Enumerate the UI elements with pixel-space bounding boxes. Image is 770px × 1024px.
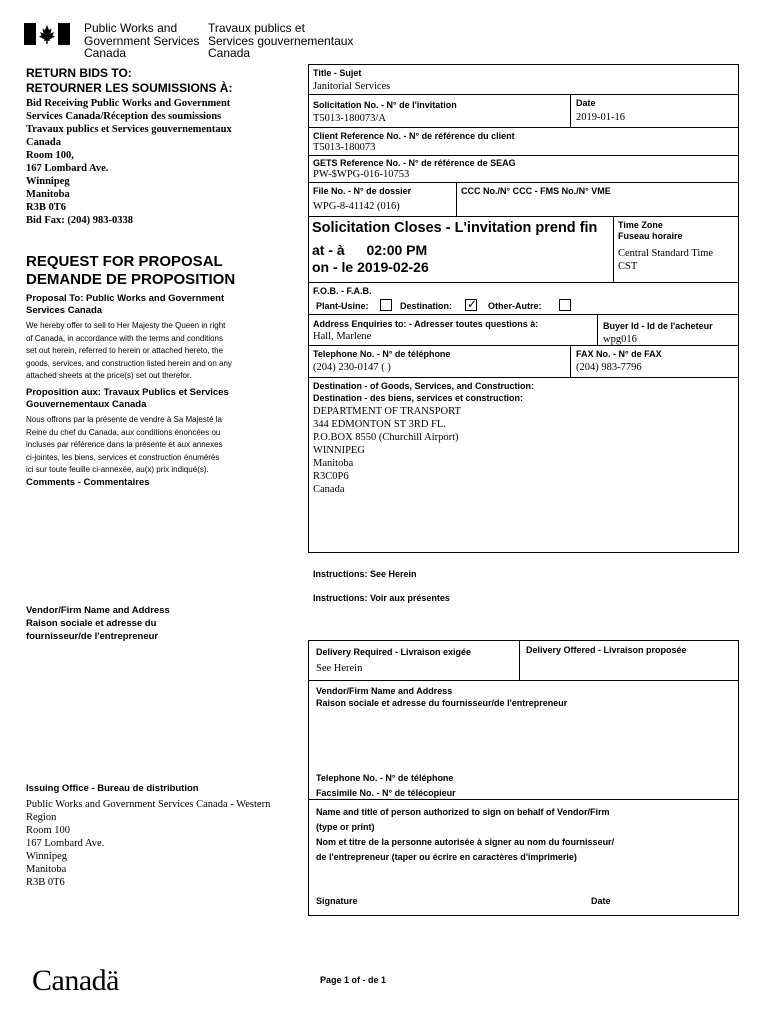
issuing-office-line: Manitoba <box>26 864 67 875</box>
address-enquiries-label: Address Enquiries to: - Adresser toutes questions à: <box>313 319 539 329</box>
issuing-office-line: Public Works and Government Services Canada - Western <box>26 799 271 810</box>
buyer-id-label: Buyer Id - Id de l'acheteur <box>603 321 713 331</box>
proposition-body-line: Reine du chef du Canada, aux conditions énoncées ou <box>26 427 221 437</box>
signature-date-label: Date <box>591 896 611 906</box>
issuing-office-line: R3B 0T6 <box>26 877 65 888</box>
vendor-firm-left-line: Vendor/Firm Name and Address <box>26 605 170 616</box>
department-name-en-line: Public Works and <box>84 21 178 35</box>
proposal-to-body-line: set out herein, referred to herein or attached hereto, the <box>26 346 224 355</box>
divider <box>308 216 739 217</box>
delivery-required-label: Delivery Required - Livraison exigée <box>316 647 472 657</box>
instructions-fr: Instructions: Voir aux présentes <box>313 593 450 603</box>
department-name-en <box>84 22 199 60</box>
address-line: Manitoba <box>26 189 70 200</box>
solicitation-closes-label: Solicitation Closes - L'invitation prend fin <box>312 220 598 236</box>
destination-address-line: Canada <box>313 484 345 495</box>
proposition-heading <box>26 387 229 410</box>
destination-goods-label-fr: Destination - des biens, services et construction: <box>313 393 524 403</box>
address-line: R3B 0T6 <box>26 202 66 213</box>
department-name-fr-line: Services gouvernementaux <box>208 33 354 48</box>
proposition-body-line: incluses par référence dans la présente et aux annexes <box>26 440 223 449</box>
divider <box>308 94 739 95</box>
canada-wordmark: Canadä <box>32 964 119 997</box>
department-name-en-line: Government Services <box>84 33 200 48</box>
destination-label: Destination: <box>400 301 453 311</box>
proposition-body-line: Nous offrons par la présente de vendre à Sa Majesté la <box>26 415 222 424</box>
date-value: 2019-01-16 <box>576 112 625 123</box>
checkmark-icon: ✓ <box>467 297 478 311</box>
proposal-to-heading-line: Services Canada <box>26 304 103 316</box>
department-name-fr <box>208 22 353 60</box>
closing-time-value: 02:00 PM <box>366 242 428 258</box>
proposal-to-body-line: attached sheets at the price(s) set out therefor. <box>26 371 192 380</box>
divider <box>570 94 571 127</box>
file-number-value: WPG-8-41142 (016) <box>313 201 400 212</box>
time-zone-value-line: Central Standard Time <box>618 248 714 259</box>
authorized-person-line: Name and title of person authorized to sign on behalf of Vendor/Firm <box>316 807 610 817</box>
department-name-fr-line: Canada <box>208 46 251 60</box>
title-value: Janitorial Services <box>313 81 391 92</box>
solicitation-number-label: Solicitation No. - N° de l'invitation <box>313 100 457 110</box>
proposal-to-body-line: We hereby offer to sell to Her Majesty the Queen in right <box>26 321 226 330</box>
vendor-firm-left-line: Raison sociale et adresse du <box>26 618 157 629</box>
address-line: Services Canada/Réception des soumissions <box>26 111 222 122</box>
time-zone-value <box>618 247 713 273</box>
proposal-to-heading <box>26 293 232 316</box>
instructions-en: Instructions: See Herein <box>313 569 417 579</box>
buyer-id-value: wpg016 <box>603 334 637 345</box>
issuing-office-section <box>26 783 270 889</box>
proposal-to-body <box>26 320 232 383</box>
page-number: Page 1 of - de 1 <box>320 975 387 985</box>
department-name-en-line: Canada <box>84 46 127 60</box>
return-bids-title <box>26 66 232 96</box>
address-line: Room 100, <box>26 150 74 161</box>
vendor-name-address-label-fr: Raison sociale et adresse du fournisseur/de l'entrepreneur <box>316 698 568 708</box>
solicitation-number-value: T5013-180073/A <box>313 113 386 124</box>
vendor-firm-left-line: fournisseur/de l'entrepreneur <box>26 631 159 642</box>
on-label: on - le <box>312 259 354 275</box>
fax-value: (204) 983-7796 <box>576 362 642 373</box>
vendor-name-address-label-en: Vendor/Firm Name and Address <box>316 686 453 696</box>
time-zone-label-en: Time Zone <box>618 220 663 230</box>
proposition-body <box>26 414 229 477</box>
destination-address-line: Manitoba <box>313 458 354 469</box>
proposition-heading-line: Gouvernementaux Canada <box>26 398 147 410</box>
other-autre-label: Other-Autre: <box>488 301 542 311</box>
address-line: Canada <box>26 137 62 148</box>
fob-label: F.O.B. - F.A.B. <box>313 286 372 296</box>
proposal-to-body-line: of Canada, in accordance with the terms and conditions <box>26 333 224 343</box>
issuing-office-line: Winnipeg <box>26 851 67 862</box>
time-zone-value-line: CST <box>618 261 638 272</box>
address-line: Winnipeg <box>26 176 70 187</box>
divider <box>308 377 739 378</box>
address-line: 167 Lombard Ave. <box>26 163 109 174</box>
vendor-name-address-label <box>316 685 567 709</box>
department-name-fr-line: Travaux publics et <box>208 21 305 35</box>
destination-address-line: 344 EDMONTON ST 3RD FL. <box>313 419 446 430</box>
proposal-to-body-line: goods, services, and construction listed herein and on any <box>26 358 232 368</box>
destination-address-line: WINNIPEG <box>313 445 365 456</box>
canada-flag-icon <box>24 23 70 45</box>
divider <box>308 282 739 283</box>
return-bids-title-en: RETURN BIDS TO: <box>26 66 132 80</box>
divider <box>308 127 739 128</box>
issuing-office-address <box>26 798 270 889</box>
return-bids-address <box>26 97 232 227</box>
issuing-office-line: Room 100 <box>26 825 71 836</box>
issuing-office-label: Issuing Office - Bureau de distribution <box>26 783 199 794</box>
destination-address-line: R3C0P6 <box>313 471 349 482</box>
date-label: Date <box>576 98 596 108</box>
closing-date <box>312 259 429 275</box>
proposition-body-line: ici sur toute feuille ci-annexée, au(x) prix indiqué(s). <box>26 465 209 474</box>
gets-reference-label: GETS Reference No. - N° de référence de SEAG <box>313 158 516 168</box>
telephone-value: (204) 230-0147 ( ) <box>313 362 391 373</box>
fax-label: FAX No. - N° de FAX <box>576 349 662 359</box>
client-reference-value: T5013-180073 <box>313 142 376 153</box>
proposal-to-heading-line: Proposal To: Public Works and Government <box>26 293 225 304</box>
issuing-office-line: Region <box>26 812 57 823</box>
signature-label: Signature <box>316 896 358 906</box>
delivery-required-value: See Herein <box>316 663 363 674</box>
address-enquiries-value: Hall, Marlene <box>313 331 372 342</box>
authorized-person-line: Nom et titre de la personne autorisée à signer au nom du fournisseur/ <box>316 837 615 847</box>
time-zone-label <box>618 220 683 242</box>
proposal-to-section <box>26 293 232 383</box>
comments-label: Comments - Commentaires <box>26 477 150 488</box>
rfp-title <box>26 253 235 289</box>
plant-usine-label: Plant-Usine: <box>316 301 369 311</box>
divider <box>308 680 739 681</box>
bid-fax-line: Bid Fax: (204) 983-0338 <box>26 215 134 226</box>
closing-time <box>312 242 427 258</box>
destination-checkbox[interactable] <box>465 299 477 311</box>
authorized-person-line: de l'entrepreneur (taper ou écrire en caractères d'imprimerie) <box>316 852 577 862</box>
divider <box>597 314 598 345</box>
telephone-label: Telephone No. - N° de téléphone <box>313 349 451 359</box>
plant-usine-checkbox[interactable] <box>380 299 392 311</box>
file-number-label: File No. - N° de dossier <box>313 186 412 196</box>
destination-address-line: DEPARTMENT OF TRANSPORT <box>313 406 461 417</box>
divider <box>570 345 571 377</box>
other-autre-checkbox[interactable] <box>559 299 571 311</box>
gets-reference-value: PW-$WPG-016-10753 <box>313 169 410 180</box>
divider <box>613 216 614 282</box>
time-zone-label-fr: Fuseau horaire <box>618 231 683 241</box>
at-label: at - à <box>312 242 345 258</box>
ccc-number-label: CCC No./N° CCC - FMS No./N° VME <box>461 186 611 196</box>
delivery-offered-label: Delivery Offered - Livraison proposée <box>526 645 687 655</box>
rfp-title-en: REQUEST FOR PROPOSAL <box>26 253 223 270</box>
vendor-firm-left-label <box>26 604 170 643</box>
return-bids-title-fr: RETOURNER LES SOUMISSIONS À: <box>26 81 233 95</box>
client-reference-label: Client Reference No. - N° de référence du client <box>313 131 515 141</box>
address-line: Bid Receiving Public Works and Government <box>26 98 231 109</box>
proposition-body-line: ci-jointes, les biens, services et construction énumérés <box>26 452 220 462</box>
authorized-person-line: (type or print) <box>316 822 375 832</box>
vendor-facsimile-label: Facsimile No. - N° de télécopieur <box>316 788 456 798</box>
closing-date-value: 2019-02-26 <box>357 259 429 275</box>
destination-goods-label <box>313 380 534 404</box>
divider <box>456 182 457 216</box>
issuing-office-line: 167 Lombard Ave. <box>26 838 105 849</box>
address-line: Travaux publics et Services gouvernementaux <box>26 124 232 135</box>
destination-address <box>313 405 461 496</box>
divider <box>308 314 739 315</box>
divider <box>308 155 739 156</box>
vendor-contact-labels <box>316 771 456 801</box>
proposition-heading-line: Proposition aux: Travaux Publics et Services <box>26 387 229 398</box>
rfp-title-fr: DEMANDE DE PROPOSITION <box>26 271 236 288</box>
divider <box>308 345 739 346</box>
authorized-person-label <box>316 805 614 865</box>
destination-address-line: P.O.BOX 8550 (Churchill Airport) <box>313 432 459 443</box>
destination-goods-label-en: Destination - of Goods, Services, and Construction: <box>313 381 535 391</box>
vendor-telephone-label: Telephone No. - N° de téléphone <box>316 773 454 783</box>
title-label: Title - Sujet <box>313 68 362 78</box>
divider <box>519 640 520 680</box>
divider <box>308 182 739 183</box>
proposition-section <box>26 387 229 477</box>
